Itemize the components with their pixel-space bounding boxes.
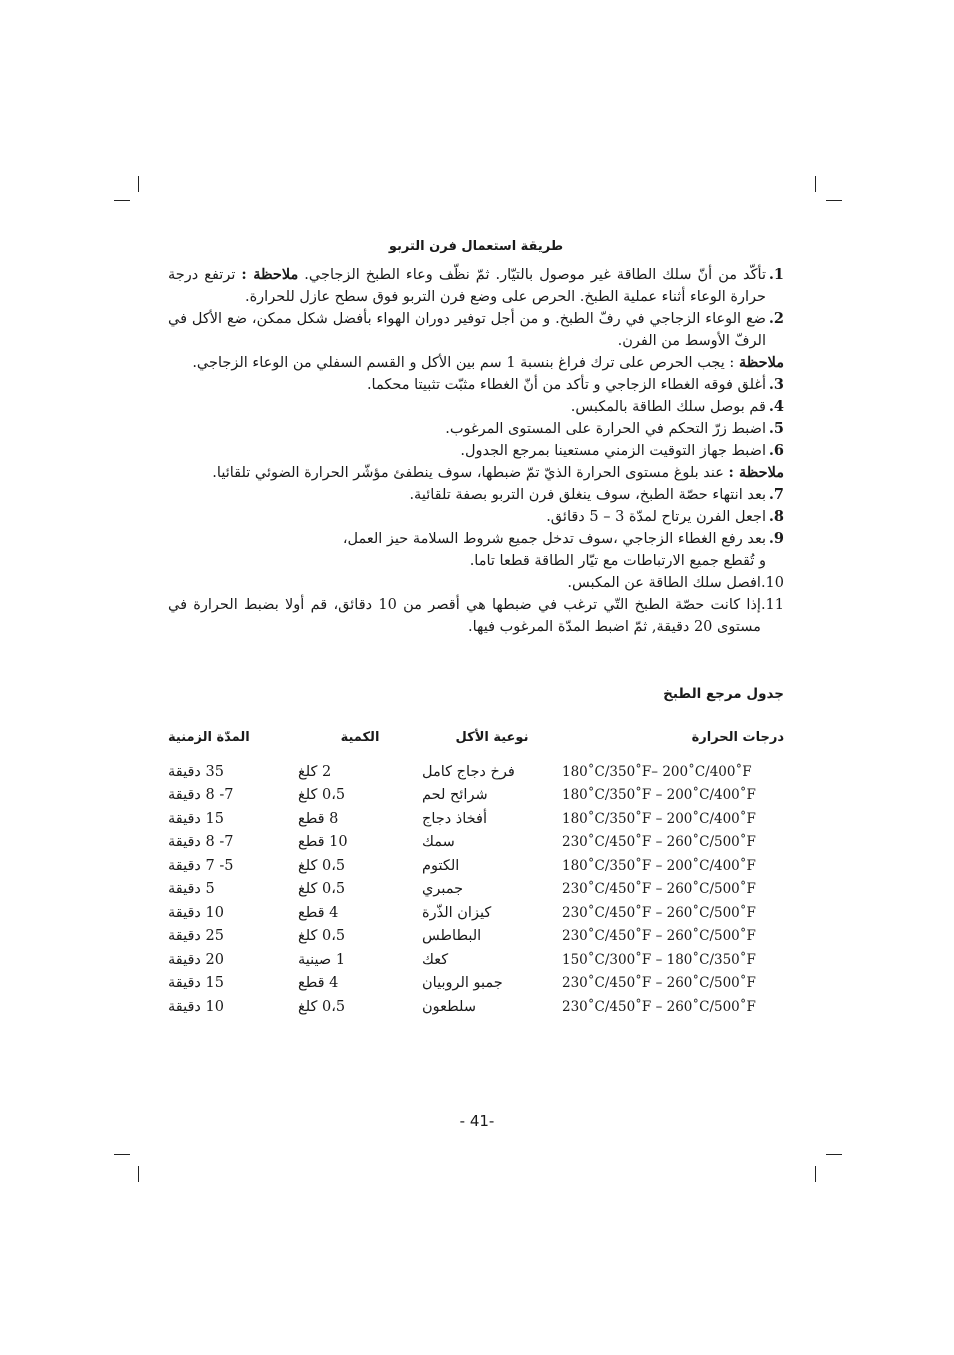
step-number: 3. xyxy=(768,376,784,393)
cell-food-type: أفخاذ دجاج xyxy=(422,810,488,827)
cell-duration: 7- 8 دقيقة xyxy=(168,787,234,804)
cell-food-type: البطاطس xyxy=(422,928,482,945)
step-text: اضبط جهاز التوقيت الزمني مستعينا بمرجع الجدول. xyxy=(460,443,766,459)
step-number: 5. xyxy=(768,420,784,437)
cell-duration: 25 دقيقة xyxy=(168,928,224,945)
step-2 xyxy=(168,308,784,352)
table-row xyxy=(168,925,784,949)
step-text: افصل سلك الطاقة عن المكبس. xyxy=(567,575,761,591)
cell-duration: 5 دقيقة xyxy=(168,881,215,898)
cell-temperature: 150˚C/300˚F – 180˚C/350˚F xyxy=(562,951,756,968)
cell-food-type: سلطعون xyxy=(422,998,476,1015)
cell-food-type: شرائح لحم xyxy=(422,787,488,804)
step-6 xyxy=(168,440,784,462)
step-text: أغلق فوقه الغطاء الزجاجي و تأكد من أنّ الغطاء مثبّت تثبيتا محكما. xyxy=(366,377,766,393)
cell-temperature: 180˚C/350˚F – 200˚C/400˚F xyxy=(562,857,756,874)
table-row xyxy=(168,995,784,1019)
crop-mark xyxy=(138,176,139,192)
crop-mark xyxy=(815,176,816,192)
cell-duration: 20 دقيقة xyxy=(168,951,224,968)
header-food-type: نوعية الأكل xyxy=(455,730,529,745)
cell-temperature: 180˚C/350˚F– 200˚C/400˚F xyxy=(562,763,752,780)
step-9 xyxy=(168,528,784,550)
table-title: جدول مرجع الطبخ xyxy=(663,686,784,702)
step-number: 7. xyxy=(768,486,784,503)
crop-mark xyxy=(114,200,130,201)
cell-temperature: 230˚C/450˚F – 260˚C/500˚F xyxy=(562,834,756,851)
cell-duration: 15 دقيقة xyxy=(168,810,224,827)
step-8 xyxy=(168,506,784,528)
table-header-row xyxy=(168,730,784,760)
cell-duration: 10 دقيقة xyxy=(168,904,224,921)
crop-mark xyxy=(815,1166,816,1182)
step-3 xyxy=(168,374,784,396)
step-number: 8. xyxy=(768,508,784,525)
table-row xyxy=(168,784,784,808)
step-text: اجعل الفرن يرتاح لمدّة 3 – 5 دقائق. xyxy=(546,509,766,525)
cell-food-type: جمبو الروبيان xyxy=(422,975,503,992)
cell-quantity: 4 قطع xyxy=(298,904,339,921)
table-row xyxy=(168,807,784,831)
step-10 xyxy=(168,572,784,594)
step-1 xyxy=(168,264,784,308)
cell-temperature: 230˚C/450˚F – 260˚C/500˚F xyxy=(562,881,756,898)
step-number: 4. xyxy=(768,398,784,415)
step-text: اضبط زرّ التحكم في الحرارة على المستوى المرغوب. xyxy=(445,421,766,437)
cell-food-type: الكتوم xyxy=(422,857,460,874)
cell-food-type: فرخ دجاج كامل xyxy=(422,763,515,780)
step-11 xyxy=(168,594,784,638)
step-text: تأكّد من أنّ سلك الطاقة غير موصول بالتيّار. ثمّ نظّف وعاء الطبخ الزجاجي. ملاحظة : ترتفع درجة حرارة الوعاء أثناء عملية الطبخ. الحرص على وضع فرن التربو فوق سطح عازل للحرارة. xyxy=(168,266,767,305)
step-text: إذا كانت حصّة الطبخ التّي ترغب في ضبطها هي أقصر من 10 دقائق، قم أولا بضبط الحرارة في مستوى 20 دقيقة, ثمّ اضبط المدّة المرغوب فيها. xyxy=(168,597,761,635)
step-number: 1. xyxy=(768,266,784,283)
instructions xyxy=(168,236,784,638)
cell-quantity: 4 قطع xyxy=(298,975,339,992)
note-text: عند بلوغ مستوى الحرارة الذيّ تمّ ضبطها، سوف ينطفئ مؤشّر الحرارة الضوئي تلقائيا. xyxy=(212,465,724,481)
section-title: طريقة استعمال فرن التربو xyxy=(388,239,564,254)
table-row xyxy=(168,972,784,996)
cell-quantity: 0،5 كلغ xyxy=(298,998,346,1015)
cell-quantity: 2 كلغ xyxy=(298,763,332,780)
cell-temperature: 230˚C/450˚F – 260˚C/500˚F xyxy=(562,998,756,1015)
step-number: 11. xyxy=(760,597,784,613)
step-text: ضع الوعاء الزجاجي في رفّ الطبخ. و من أجل توفير دوران الهواء بأفضل شكل ممكن، ضع الأكل في الرفّ الأوسط من الفرن. xyxy=(168,311,766,349)
note xyxy=(168,462,784,484)
step-7 xyxy=(168,484,784,506)
table-row xyxy=(168,831,784,855)
cell-food-type: كيزان الذّرة xyxy=(422,904,492,921)
note-label: ملاحظة : xyxy=(728,464,784,481)
cell-food-type: سمك xyxy=(422,834,455,851)
table-row xyxy=(168,878,784,902)
step-number: 9. xyxy=(768,530,784,547)
header-duration: المدّة الزمنية xyxy=(168,730,250,745)
table-row xyxy=(168,854,784,878)
note xyxy=(168,352,784,374)
note-text: : يجب الحرص على ترك فراغ بنسبة 1 سم بين الأكل و القسم السفلي من الوعاء الزجاجي. xyxy=(192,355,735,371)
crop-mark xyxy=(826,200,842,201)
step-number: 6. xyxy=(768,442,784,459)
cell-quantity: 0،5 كلغ xyxy=(298,787,346,804)
cell-duration: 10 دقيقة xyxy=(168,998,224,1015)
cooking-reference-table xyxy=(168,730,784,1019)
crop-mark xyxy=(826,1154,842,1155)
table-row xyxy=(168,760,784,784)
cell-duration: 5- 7 دقيقة xyxy=(168,857,234,874)
step-text: بعد انتهاء حصّة الطبخ، سوف ينغلق فرن التربو بصفة تلقائية. xyxy=(409,487,766,503)
cell-duration: 35 دقيقة xyxy=(168,763,224,780)
step-4 xyxy=(168,396,784,418)
cell-quantity: 8 قطع xyxy=(298,810,339,827)
cell-food-type: كعك xyxy=(422,951,449,968)
crop-mark xyxy=(138,1166,139,1182)
cell-quantity: 0،5 كلغ xyxy=(298,881,346,898)
note-label: ملاحظة xyxy=(738,354,784,371)
step-5 xyxy=(168,418,784,440)
cell-temperature: 230˚C/450˚F – 260˚C/500˚F xyxy=(562,928,756,945)
cell-quantity: 10 قطع xyxy=(298,834,348,851)
table-row xyxy=(168,901,784,925)
cell-duration: 15 دقيقة xyxy=(168,975,224,992)
header-quantity: الكمية xyxy=(340,730,380,745)
cell-temperature: 230˚C/450˚F – 260˚C/500˚F xyxy=(562,975,756,992)
cell-quantity: 1 صينية xyxy=(298,951,346,968)
cell-quantity: 0،5 كلغ xyxy=(298,928,346,945)
step-number: 2. xyxy=(768,310,784,327)
cell-temperature: 230˚C/450˚F – 260˚C/500˚F xyxy=(562,904,756,921)
cell-temperature: 180˚C/350˚F – 200˚C/400˚F xyxy=(562,787,756,804)
cell-duration: 7- 8 دقيقة xyxy=(168,834,234,851)
page-number: - 41- xyxy=(459,1112,495,1130)
cell-temperature: 180˚C/350˚F – 200˚C/400˚F xyxy=(562,810,756,827)
step-text: قم بوصل سلك الطاقة بالمكبس. xyxy=(570,399,766,415)
header-temperature: درجات الحرارة xyxy=(691,730,784,745)
cell-food-type: جمبري xyxy=(422,881,464,898)
step-9-continued: و تُقطع جميع الارتباطات مع تيّار الطاقة قطعا تاما. xyxy=(469,553,766,569)
note-label: ملاحظة : xyxy=(241,266,299,283)
table-row xyxy=(168,948,784,972)
crop-mark xyxy=(114,1154,130,1155)
step-number: 10. xyxy=(760,575,784,591)
cell-quantity: 0،5 كلغ xyxy=(298,857,346,874)
step-text: بعد رفع الغطاء الزجاجي ،سوف تدخل جميع شروط السلامة حيز العمل، xyxy=(342,531,766,547)
